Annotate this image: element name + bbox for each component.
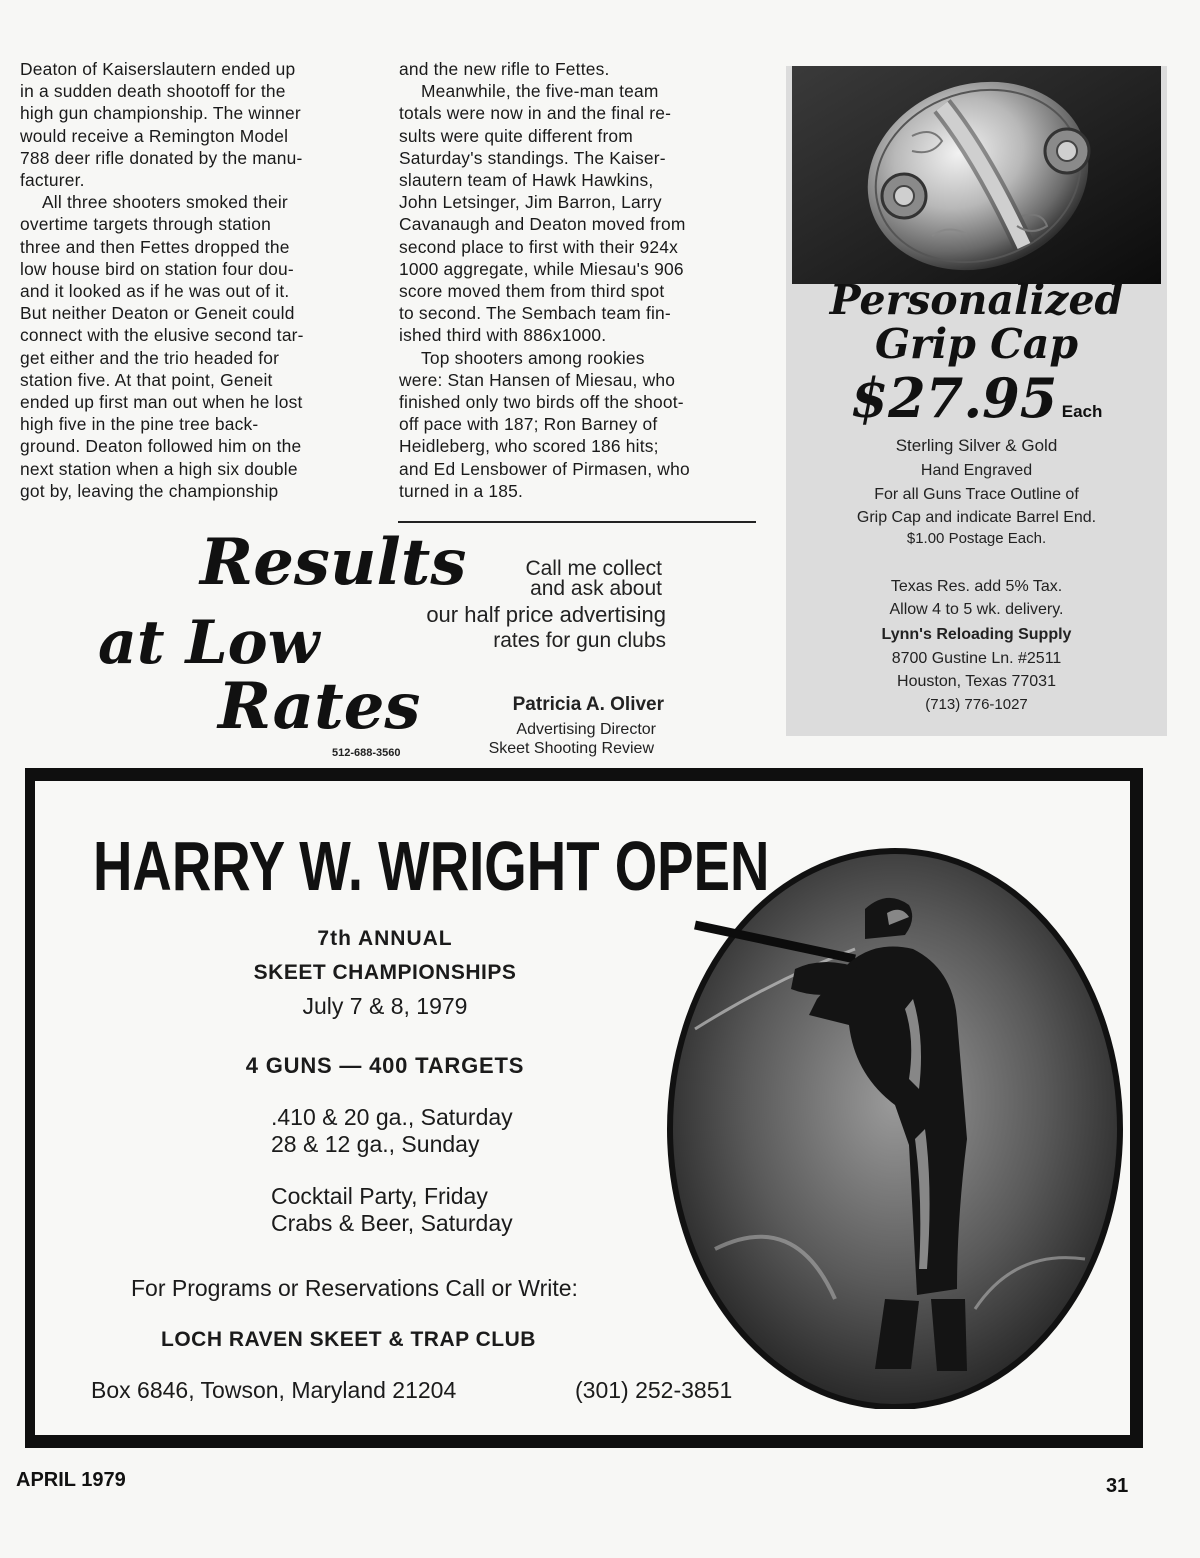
trapshooter-medallion-image [655, 829, 1125, 1409]
article-line: high gun championship. The winner [20, 103, 301, 124]
results-at-low-rates-advertisement [90, 522, 690, 767]
grip-line-1: Sterling Silver & Gold [895, 436, 1058, 455]
grip-headline-line-2: Grip Cap [875, 320, 1078, 368]
results-word-3: Rates [218, 669, 421, 744]
article-line: ished third with 886x1000. [399, 325, 607, 346]
article-line: were: Stan Hansen of Miesau, who [399, 369, 676, 390]
article-line: score moved them from third spot [399, 281, 665, 302]
wright-event-1: Cocktail Party, Friday [271, 1183, 488, 1209]
article-line: Cavanaugh and Deaton moved from [399, 214, 686, 235]
article-line: Top shooters among rookies [421, 347, 645, 368]
grip-address-2: Houston, Texas 77031 [897, 673, 1056, 690]
article-line: would receive a Remington Model [20, 125, 289, 146]
article-line: connect with the elusive second tar- [20, 325, 304, 346]
grip-price-row [786, 366, 1167, 430]
article-line: low house bird on station four dou- [20, 258, 294, 279]
wright-line-1: 7th ANNUAL [317, 927, 453, 950]
article-line: finished only two birds off the shoot- [399, 392, 684, 413]
grip-cap-headline [786, 278, 1167, 366]
grip-price: $27.95 [850, 366, 1058, 430]
article-line: and Ed Lensbower of Pirmasen, who [399, 458, 690, 479]
wright-event-2: Crabs & Beer, Saturday [271, 1210, 513, 1236]
results-phone: 512-688-3560 [332, 747, 401, 759]
grip-line-7: Allow 4 to 5 wk. delivery. [889, 601, 1064, 618]
harry-wright-open-advertisement [25, 768, 1143, 1448]
article-line: totals were now in and the final re- [399, 103, 672, 124]
wright-line-2: SKEET CHAMPIONSHIPS [253, 961, 517, 984]
article-line: slautern team of Hawk Hawkins, [399, 170, 654, 191]
grip-phone: (713) 776-1027 [925, 696, 1028, 713]
article-line: ground. Deaton followed him on the [20, 436, 302, 457]
article-line: three and then Fettes dropped the [20, 236, 290, 257]
wright-date: July 7 & 8, 1979 [302, 993, 468, 1019]
grip-line-3: For all Guns Trace Outline of [874, 486, 1079, 503]
article-line: All three shooters smoked their [42, 192, 288, 213]
article-line: next station when a high six double [20, 458, 298, 479]
results-line-2: and ask about [530, 577, 662, 600]
wright-title: HARRY W. WRIGHT OPEN [93, 827, 770, 905]
grip-headline-line-1: Personalized [829, 276, 1124, 324]
article-line: station five. At that point, Geneit [20, 369, 273, 390]
footer-page-number: 31 [1106, 1475, 1129, 1497]
results-line-1: Call me collect [525, 557, 662, 580]
wright-phone: (301) 252-3851 [575, 1377, 733, 1403]
article-line: get either and the trio headed for [20, 347, 280, 368]
article-line: off pace with 187; Ron Barney of [399, 414, 658, 435]
article-line: Deaton of Kaiserslautern ended up [20, 59, 296, 79]
results-contact-title: Advertising Director [516, 721, 656, 738]
grip-line-2: Hand Engraved [920, 462, 1033, 479]
article-line: got by, leaving the championship [20, 480, 279, 501]
article-column-2 [399, 58, 759, 502]
article-line: facturer. [20, 170, 85, 191]
results-line-3: our half price advertising [426, 602, 666, 627]
article-line: and it looked as if he was out of it. [20, 281, 290, 302]
results-word-1: Results [200, 525, 467, 600]
article-line: second place to first with their 924x [399, 236, 679, 257]
article-line: Meanwhile, the five-man team [421, 81, 659, 102]
article-line: But neither Deaton or Geneit could [20, 303, 295, 324]
article-line: and the new rifle to Fettes. [399, 59, 610, 79]
article-line: 788 deer rifle donated by the manu- [20, 147, 303, 168]
wright-guns-targets: 4 GUNS — 400 TARGETS [245, 1053, 525, 1078]
grip-price-unit: Each [1061, 402, 1103, 421]
wright-contact-line: For Programs or Reservations Call or Write: [131, 1275, 578, 1301]
grip-line-5: $1.00 Postage Each. [906, 530, 1047, 547]
results-publication: Skeet Shooting Review [488, 740, 654, 757]
wright-schedule-2: 28 & 12 ga., Sunday [271, 1131, 480, 1157]
article-line: in a sudden death shootoff for the [20, 81, 286, 102]
grip-cap-advertisement [786, 66, 1167, 736]
article-line: turned in a 185. [399, 480, 524, 501]
grip-line-4: Grip Cap and indicate Barrel End. [856, 509, 1097, 526]
article-line: to second. The Sembach team fin- [399, 303, 671, 324]
article-line: ended up first man out when he lost [20, 392, 303, 413]
wright-address: Box 6846, Towson, Maryland 21204 [91, 1377, 457, 1403]
article-line: sults were quite different from [399, 125, 633, 146]
footer-issue-date: APRIL 1979 [16, 1469, 126, 1491]
grip-line-6: Texas Res. add 5% Tax. [890, 578, 1063, 595]
wright-schedule-1: .410 & 20 ga., Saturday [271, 1104, 513, 1130]
article-line: Heidleberg, who scored 186 hits; [399, 436, 659, 457]
grip-company: Lynn's Reloading Supply [881, 626, 1072, 643]
grip-address-1: 8700 Gustine Ln. #2511 [891, 650, 1062, 667]
article-column-1 [20, 58, 380, 502]
results-word-2: at Low [98, 608, 320, 678]
wright-club-name: LOCH RAVEN SKEET & TRAP CLUB [161, 1328, 536, 1351]
grip-cap-photo [792, 66, 1161, 284]
article-line: high five in the pine tree back- [20, 414, 259, 435]
results-line-4: rates for gun clubs [493, 629, 666, 652]
article-line: 1000 aggregate, while Miesau's 906 [399, 258, 684, 279]
article-line: overtime targets through station [20, 214, 271, 235]
results-contact-name: Patricia A. Oliver [512, 694, 664, 715]
article-line: Saturday's standings. The Kaiser- [399, 147, 666, 168]
article-line: John Letsinger, Jim Barron, Larry [399, 192, 662, 213]
